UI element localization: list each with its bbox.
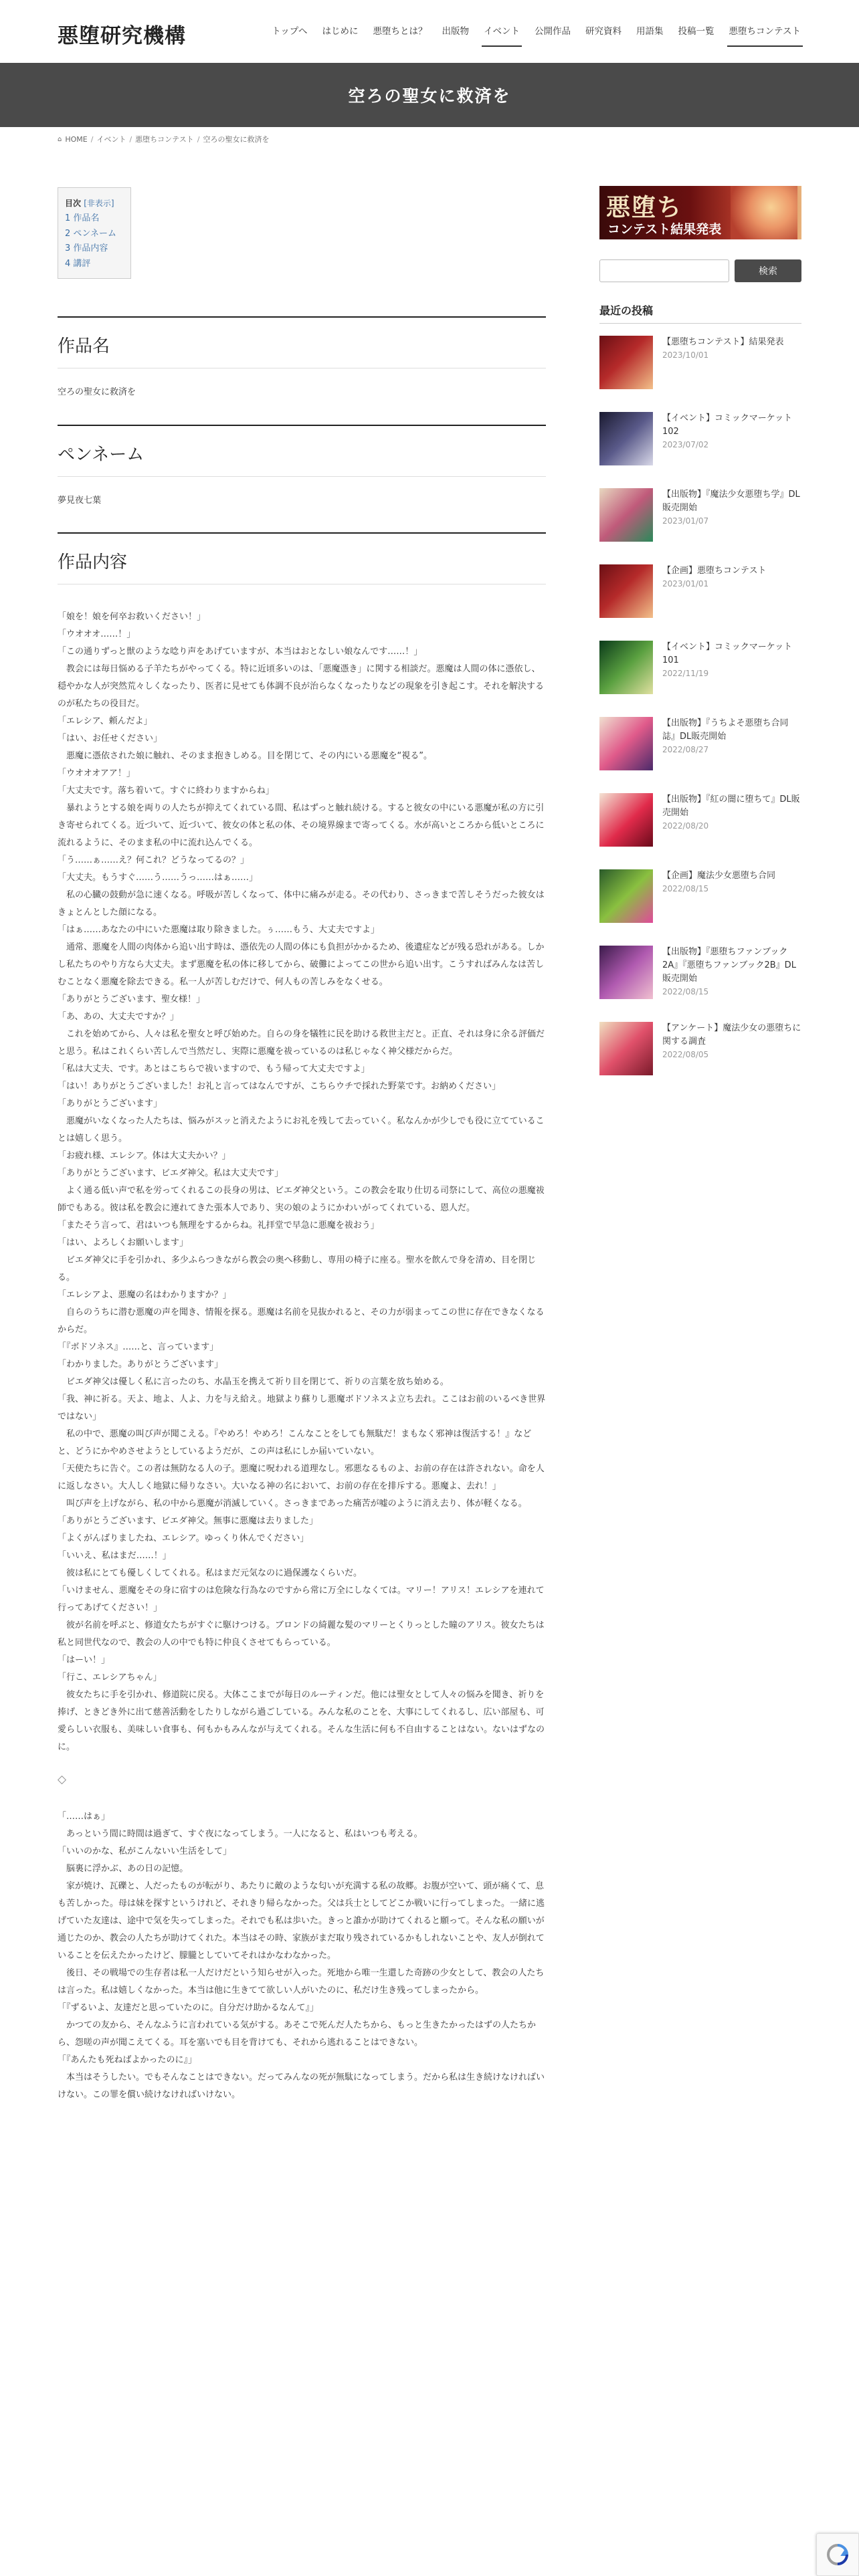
work-title-value: 空ろの聖女に救済を: [58, 387, 136, 398]
post-date: 2023/07/02: [662, 440, 709, 450]
post-text: [662, 564, 766, 625]
post-thumbnail[interactable]: [599, 412, 653, 465]
story-paragraph: 暴れようとする娘を両りの人たちが抑えてくれている間、私はずっと触れ続ける。すると彼女の中にいる悪魔が私の方に引き寄せられてくる。近づいて、近づいて、彼女の体と私の体、その境界線まで寄ってくる。水が高いところから低いところに流れるように、そのまま私の中に流れ込んでくる。: [58, 803, 545, 849]
recent-post-item[interactable]: [599, 1022, 801, 1082]
story-paragraph: 私の中で、悪魔の叫び声が聞こえる。『やめろ！やめろ！こんなことをしても無駄だ！まもなく邪神は復活する！』などと、どうにかやめさせようとしているようだが、この声は私にしか届いていない。: [58, 1429, 532, 1457]
story-paragraph: 「はぁ……あなたの中にいた悪魔は取り除きました。ぅ……もう、大丈夫ですよ」: [58, 925, 380, 936]
post-text: [662, 946, 801, 1006]
story-paragraph: 「大丈夫です。落ち着いて。すぐに終わりますからね」: [58, 786, 274, 796]
story-body: [58, 584, 546, 2104]
story-paragraph: 「大丈夫。もうすぐ……う……うっ……はぁ……」: [58, 873, 258, 883]
story-paragraph: 「行こ、エレシアちゃん」: [58, 1673, 162, 1683]
post-text: [662, 412, 801, 472]
story-paragraph: 「娘を！娘を何卒お救いください！」: [58, 612, 206, 623]
title-band: [0, 63, 859, 127]
story-paragraph: 「エレシアよ、悪魔の名はわかりますか？」: [58, 1290, 231, 1301]
post-title[interactable]: 【出版物】『うちよそ悪堕ち合同誌』DL販売開始: [662, 718, 789, 742]
post-date: 2022/08/27: [662, 745, 709, 755]
post-date: 2022/11/19: [662, 669, 709, 679]
story-paragraph: 家が焼け、瓦礫と、人だったものが転がり、あたりに敵のような匂いが充満する私の故郷。お腹が空いて、頭が痛くて、息も苦しかった。母は妹を探すというけれど、それきり帰らなかった。父は兵士としてどこか戦いに行ってしまった。一緒に逃げていた友達は、途中で気を失ってしまった。それでも私は歩いた。きっと誰かが助けてくれると願って。そんな私の願いが通じたのか、教会の人たちが助けてくれた。本当はその時、家族がまだ取り残されているかもしれないことや、友人が倒れていることを伝えたかったけど、朦朧としていてそれはかなわなかった。: [58, 1881, 545, 1961]
breadcrumb: [58, 134, 269, 144]
story-paragraph: 「う……ぁ……え？何これ？どうなってるの？」: [58, 855, 250, 866]
post-title[interactable]: 【悪堕ちコンテスト】結果発表: [662, 337, 784, 347]
story-paragraph: 「いいのかな、私がこんないい生活をして」: [58, 1846, 232, 1857]
story-paragraph: 「あ、あの、大丈夫ですか？」: [58, 1012, 179, 1023]
post-date: 2022/08/15: [662, 884, 709, 894]
story-paragraph: ビエダ神父に手を引かれ、多少ふらつきながら教会の奥へ移動し、専用の椅子に座る。聖水を飲んで身を清め、目を閉じる。: [58, 1255, 537, 1283]
story-paragraph: 「いいえ、私はまだ……！」: [58, 1551, 171, 1562]
section-divider: ◇: [58, 1773, 67, 1787]
story-paragraph: 「はい、よろしくお願いします」: [58, 1238, 189, 1249]
story-paragraph: 後日、その戦場での生存者は私一人だけだという知らせが入った。死地から唯一生還した奇跡の少女として、教会の人たちは言った。私は嬉しくなかった。本当は他に生きてて欲しい人がいたのに、私だけ生き残ってしまったから。: [58, 1968, 545, 1996]
contest-result-banner[interactable]: [599, 186, 801, 239]
nav-item-research[interactable]: 研究資料: [585, 26, 622, 37]
story-paragraph: 彼女たちに手を引かれ、修道院に戻る。大体ここまでが毎日のルーティンだ。他には聖女として人々の悩みを聞き、祈りを捧げ、ときどき外に出て慈善活動をしたりしながら過ごしている。みんな私のことを、大事にしてくれるし、広い部屋も、可愛らしい衣服も、美味しい食事も、何もかもみんなが与えてくれる。そんな生活に何も不自由することはない。ないはずなのに。: [58, 1690, 545, 1753]
post-title[interactable]: 【出版物】『魔法少女悪堕ち学』DL販売開始: [662, 490, 800, 514]
global-nav: [264, 24, 808, 47]
breadcrumb-separator: /: [90, 134, 94, 144]
banner-subtitle: コンテスト結果発表: [607, 222, 722, 237]
page-title: 空ろの聖女に救済を: [348, 86, 511, 106]
story-paragraph: かつての友から、そんなふうに言われている気がする。あそこで死んだ人たちから、もっと生きたかったはずの人たちから、怨嗟の声が聞こえてくる。耳を塞いでも目を背けても、それから逃れることはできない。: [58, 2020, 537, 2048]
story-paragraph: 通常、悪魔を人間の肉体から追い出す時は、憑依先の人間の体にも負担がかかるため、後遺症などが残る恐れがある。しかし私たちのやり方なら大丈夫。まず悪魔を私の体に移してから、破儺によってこの世から追い出す。こうすればみんなは苦しむことなく悪魔を除去できる。私一人が苦しむだけで、何人もの苦しみをなくせる。: [58, 942, 545, 988]
breadcrumb-home[interactable]: HOME: [65, 134, 88, 144]
story-part-2: [58, 1808, 546, 2104]
recaptcha-badge[interactable]: [816, 2533, 859, 2576]
story-paragraph: 「我、神に祈る。天よ、地よ、人よ、力を与え給え。地獄より蘇りし悪魔ボドソネスよ立ち去れ。ここはお前のいるべき世界ではない」: [58, 1394, 546, 1422]
penname-value: 夢見夜七葉: [58, 495, 102, 506]
post-date: 2022/08/05: [662, 1050, 709, 1060]
recent-post-item[interactable]: [599, 793, 801, 853]
story-paragraph: 脳裏に浮かぶ、あの日の記憶。: [58, 1864, 189, 1874]
toc-item-review[interactable]: 4 講評: [65, 258, 91, 269]
post-date: 2023/10/01: [662, 350, 709, 360]
breadcrumb-contest[interactable]: 悪堕ちコンテスト: [135, 135, 194, 144]
post-date: 2023/01/01: [662, 579, 709, 589]
post-date: 2022/08/15: [662, 987, 709, 997]
recent-post-item[interactable]: [599, 641, 801, 701]
toc-item-title[interactable]: 1 作品名: [65, 213, 100, 223]
story-paragraph: 「……はぁ」: [58, 1812, 110, 1822]
toc-toggle[interactable]: [非表示]: [84, 199, 114, 208]
story-paragraph: 「お疲れ様、エレシア。体は大丈夫かい？」: [58, 1151, 231, 1162]
story-paragraph: 「わかりました。ありがとうございます」: [58, 1360, 223, 1370]
section-heading-content: 作品内容: [58, 532, 546, 584]
story-paragraph: 本当はそうしたい。でもそんなことはできない。だってみんなの死が無駄になってしまう。だから私は生き続けなければいけない。この罪を償い続けなければいけない。: [58, 2072, 545, 2101]
post-thumbnail[interactable]: [599, 488, 653, 542]
site-title[interactable]: 悪堕研究機構: [58, 24, 186, 48]
search-button[interactable]: 検索: [735, 259, 801, 282]
recaptcha-icon: [826, 2543, 850, 2567]
post-thumbnail[interactable]: [599, 641, 653, 694]
section-heading-title: 作品名: [58, 316, 546, 368]
recent-post-item[interactable]: [599, 869, 801, 930]
recent-post-item[interactable]: [599, 488, 801, 548]
search-form: [599, 259, 801, 282]
story-paragraph: 悪魔に憑依された娘に触れ、そのまま抱きしめる。目を閉じて、その内にいる悪魔を“視る”。: [58, 751, 432, 762]
toc-item-content[interactable]: 3 作品内容: [65, 243, 108, 254]
story-paragraph: 「『ボドソネス』……と、言っています」: [58, 1342, 219, 1353]
post-title[interactable]: 【アンケート】魔法少女の悪堕ちに関する調査: [662, 1023, 801, 1047]
story-paragraph: 「ありがとうございます」: [58, 1099, 163, 1109]
post-text: [662, 336, 783, 396]
recent-post-item[interactable]: [599, 564, 801, 625]
story-paragraph: 悪魔がいなくなった人たちは、悩みがスッと消えたようにお礼を残して去っていく。私なんかが少しでも役に立てていることは嬉しく思う。: [58, 1116, 545, 1144]
nav-item-glossary[interactable]: 用語集: [636, 26, 664, 37]
nav-item-what[interactable]: 悪堕ちとは？: [373, 26, 427, 37]
story-paragraph: ビエダ神父は優しく私に言ったのち、水晶玉を携えて祈り目を閉じて、祈りの言葉を放ち始める。: [58, 1377, 449, 1388]
story-paragraph: 「はい！ありがとうございました！お礼と言ってはなんですが、こちらウチで採れた野菜です。お納めください」: [58, 1081, 500, 1092]
banner-title: 悪堕ち: [606, 194, 683, 221]
story-paragraph: 「ありがとうございます、ビエダ神父。私は大丈夫です」: [58, 1168, 283, 1179]
story-paragraph: 「はい、お任せください」: [58, 734, 163, 744]
breadcrumb-current: 空ろの聖女に救済を: [203, 135, 270, 144]
post-thumbnail[interactable]: [599, 793, 653, 847]
story-paragraph: 「またそう言って、君はいつも無理をするからね。礼拝堂で早急に悪魔を祓おう」: [58, 1220, 379, 1231]
story-paragraph: 彼は私にとても優しくしてくれる。私はまだ元気なのに過保護なくらいだ。: [58, 1568, 363, 1579]
post-thumbnail[interactable]: [599, 336, 653, 389]
story-paragraph: 教会には毎日悩める子羊たちがやってくる。特に近頃多いのは、「悪魔憑き」に関する相談だ。悪魔は人間の体に憑依し、穏やかな人が突然荒々しくなったり、医者に見せても体調不良が治らなくなったりなどの現象を引き起こす。それを解決するのが私たちの役目だ。: [58, 664, 544, 710]
recent-post-item[interactable]: [599, 717, 801, 777]
story-paragraph: 叫び声を上げながら、私の中から悪魔が消滅していく。さっきまであった痛苦が嘘のように消え去り、体が軽くなる。: [58, 1499, 527, 1509]
story-paragraph: 彼が名前を呼ぶと、修道女たちがすぐに駆けつける。ブロンドの綺麗な髪のマリーとくりっとした瞳のアリス。彼女たちは私と同世代なので、教会の人の中でも特に仲良くさせてもらっている。: [58, 1620, 545, 1648]
story-paragraph: 「よくがんばりましたね、エレシア。ゆっくり休んでください」: [58, 1533, 309, 1544]
nav-item-intro[interactable]: はじめに: [322, 26, 359, 37]
site-header: [0, 0, 859, 63]
story-paragraph: 「私は大丈夫、です。あとはこちらで祓いますので、もう帰って大丈夫ですよ」: [58, 1064, 370, 1075]
post-title[interactable]: 【イベント】コミックマーケット101: [662, 642, 793, 666]
story-paragraph: これを始めてから、人々は私を聖女と呼び始めた。自らの身を犠牲に民を助ける救世主だと。正直、それは身に余る評価だと思う。私はこれくらい苦しんで当然だし、実際に悪魔を祓っているのは私じゃなく神父様だからだ。: [58, 1029, 545, 1057]
story-paragraph: あっという間に時間は過ぎて、すぐ夜になってしまう。一人になると、私はいつも考える。: [58, 1829, 423, 1840]
story-paragraph: 「ウオオオアア！」: [58, 768, 135, 779]
breadcrumb-events[interactable]: イベント: [96, 135, 126, 144]
recent-post-item[interactable]: [599, 946, 801, 1006]
post-title[interactable]: 【企画】悪堕ちコンテスト: [662, 566, 767, 576]
post-text: [662, 793, 801, 853]
nav-item-works[interactable]: 公開作品: [535, 26, 571, 37]
post-text: [662, 869, 775, 930]
post-text: [662, 641, 801, 701]
post-text: [662, 488, 801, 548]
recent-post-item[interactable]: [599, 336, 801, 396]
post-thumbnail[interactable]: [599, 564, 653, 618]
post-thumbnail[interactable]: [599, 1022, 653, 1075]
story-paragraph: 「エレシア、頼んだよ」: [58, 716, 153, 727]
toc-title: [65, 197, 124, 209]
section-heading-penname: ペンネーム: [58, 425, 546, 477]
home-icon: ⌂: [58, 135, 62, 143]
story-paragraph: 「いけません、悪魔をその身に宿すのは危険な行為なのですから常に万全にしなくては。マリー！アリス！エレシアを連れて行ってあげてください！」: [58, 1586, 545, 1614]
breadcrumb-separator: /: [197, 134, 200, 144]
story-part-1: [58, 609, 546, 1756]
nav-item-posts[interactable]: 投稿一覧: [678, 26, 714, 37]
post-thumbnail[interactable]: [599, 717, 653, 770]
sidebar: [599, 186, 801, 1082]
main-content: [58, 187, 546, 2104]
story-paragraph: 「ありがとうございます、ビエダ神父。無事に悪魔は去りました」: [58, 1516, 318, 1527]
breadcrumb-separator: /: [129, 134, 132, 144]
post-title[interactable]: 【イベント】コミックマーケット102: [662, 413, 793, 437]
story-paragraph: 「はーい！」: [58, 1655, 110, 1666]
story-paragraph: よく通る低い声で私を労ってくれるこの長身の男は、ビエダ神父という。この教会を取り仕切る司祭にして、高位の悪魔祓師でもある。彼は私を教会に連れてきた張本人であり、実の娘のようにかわいがってくれている、恩人だ。: [58, 1186, 545, 1214]
post-title[interactable]: 【出版物】『悪堕ちファンブック2A』『悪堕ちファンブック2B』DL販売開始: [662, 947, 796, 984]
story-paragraph: 「この通りずっと獣のような唸り声をあげていますが、本当はおとなしい娘なんです……！」: [58, 647, 423, 657]
post-title[interactable]: 【企画】魔法少女悪堕ち合同: [662, 871, 776, 881]
search-input[interactable]: [599, 259, 729, 282]
story-paragraph: 自らのうちに潜む悪魔の声を聞き、情報を探る。悪魔は名前を見抜かれると、その力が弱まってこの世に存在できなくなるからだ。: [58, 1307, 545, 1335]
nav-item-publications[interactable]: 出版物: [442, 26, 470, 37]
toc-title-text: 目次: [65, 199, 82, 208]
story-paragraph: 私の心臓の鼓動が急に速くなる。呼吸が苦しくなって、体中に痛みが走る。その代わり、さっきまで苦しそうだった彼女はきょとんとした顔になる。: [58, 890, 545, 918]
post-thumbnail[interactable]: [599, 946, 653, 999]
story-paragraph: 「『ずるいよ、友達だと思っていたのに。自分だけ助かるなんて』」: [58, 2003, 319, 2014]
post-date: 2022/08/20: [662, 821, 709, 831]
post-text: [662, 1022, 801, 1082]
post-title[interactable]: 【出版物】『紅の闇に堕ちて』DL販売開始: [662, 794, 800, 819]
story-paragraph: 「天使たちに告ぐ。この者は無防なる人の子。悪魔に呪われる道理なし。邪悪なるものよ、お前の存在は許されない。命を人に返しなさい。大人しく地獄に帰りなさい。大いなる神の名において、お前の存在を排斥する。悪魔よ、去れ！」: [58, 1464, 545, 1492]
nav-item-contest[interactable]: 悪堕ちコンテスト: [722, 24, 808, 47]
toc-item-penname[interactable]: 2 ペンネーム: [65, 228, 117, 239]
recent-posts-list: [599, 336, 801, 1082]
recent-post-item[interactable]: [599, 412, 801, 472]
post-thumbnail[interactable]: [599, 869, 653, 923]
nav-item-events[interactable]: イベント: [476, 24, 527, 47]
story-paragraph: 「ウオオオ……！」: [58, 629, 136, 640]
post-text: [662, 717, 801, 777]
nav-item-top[interactable]: トップへ: [272, 26, 308, 37]
story-paragraph: 「『あんたも死ねばよかったのに』」: [58, 2055, 197, 2066]
story-paragraph: 「ありがとうございます、聖女様！」: [58, 994, 205, 1005]
banner-illustration: [731, 186, 797, 239]
table-of-contents: [58, 187, 131, 279]
post-date: 2023/01/07: [662, 516, 709, 526]
recent-posts-heading: 最近の投稿: [599, 302, 801, 324]
